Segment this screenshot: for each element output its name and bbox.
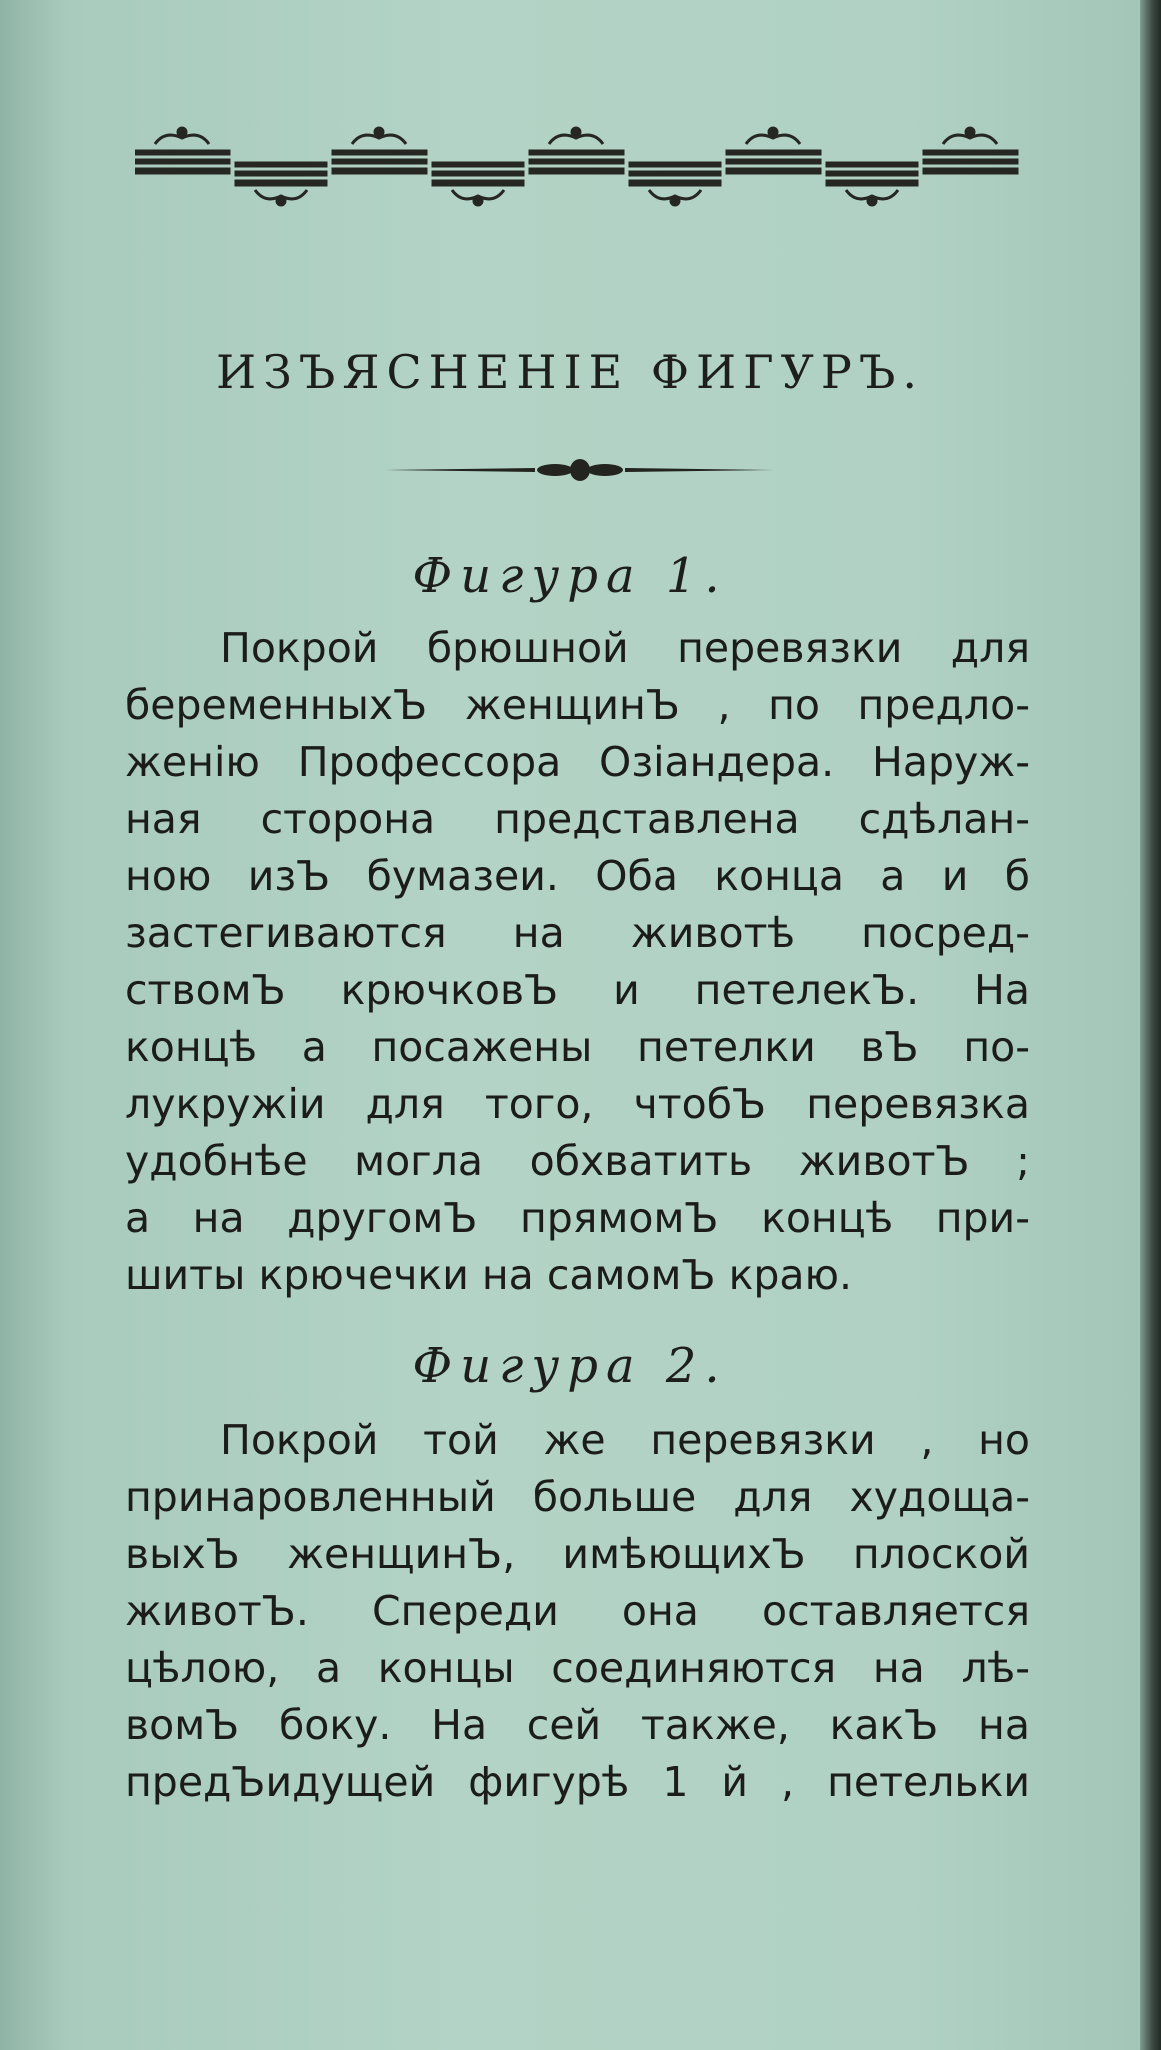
text-line: Покрой той же перевязки , но xyxy=(220,1416,1030,1464)
text-line: принаровленный больше для худоща- xyxy=(125,1473,1030,1521)
text-line: застегиваются на животѣ посред- xyxy=(125,909,1030,957)
text-line: животЪ. Спереди она оставляется xyxy=(125,1587,1030,1635)
decorative-rule xyxy=(385,455,775,485)
text-line: удобнѣе могла обхватить животЪ ; xyxy=(125,1137,1030,1185)
text-line: Покрой брюшной перевязки для xyxy=(220,624,1030,672)
text-line: выхЪ женщинЪ, имѣющихЪ плоской xyxy=(125,1530,1030,1578)
page-edge-shadow xyxy=(1140,0,1161,2050)
figure-1-description xyxy=(125,620,1030,1304)
figure-1-heading: Фигура 1. xyxy=(412,548,728,604)
text-line: ная сторона представлена сдѣлан- xyxy=(125,795,1030,843)
page-title: ИЗЪЯСНЕНІЕ ФИГУРЪ. xyxy=(216,345,924,399)
text-line: шиты крючечки на самомЪ краю. xyxy=(125,1251,853,1299)
text-line: лукружіи для того, чтобЪ перевязка xyxy=(125,1080,1030,1128)
text-line: концѣ а посажены петелки вЪ по- xyxy=(125,1023,1030,1071)
text-line: вомЪ боку. На сей также, какЪ на xyxy=(125,1701,1030,1749)
text-line: ною изЪ бумазеи. Оба конца а и б xyxy=(125,852,1030,900)
text-line: цѣлою, а концы соединяются на лѣ- xyxy=(125,1644,1030,1692)
text-line: женію Профессора Озіандера. Наруж- xyxy=(125,738,1030,786)
text-line: беременныхЪ женщинЪ , по предло- xyxy=(125,681,1030,729)
figure-2-description xyxy=(125,1412,1030,1811)
text-line: ствомЪ крючковЪ и петелекЪ. На xyxy=(125,966,1030,1014)
text-line: предЪидущей фигурѣ 1 й , петельки xyxy=(125,1758,1030,1806)
figure-2-heading: Фигура 2. xyxy=(412,1338,728,1394)
text-line: а на другомЪ прямомЪ концѣ при- xyxy=(125,1194,1030,1242)
decorative-border-ornament xyxy=(135,118,1025,208)
